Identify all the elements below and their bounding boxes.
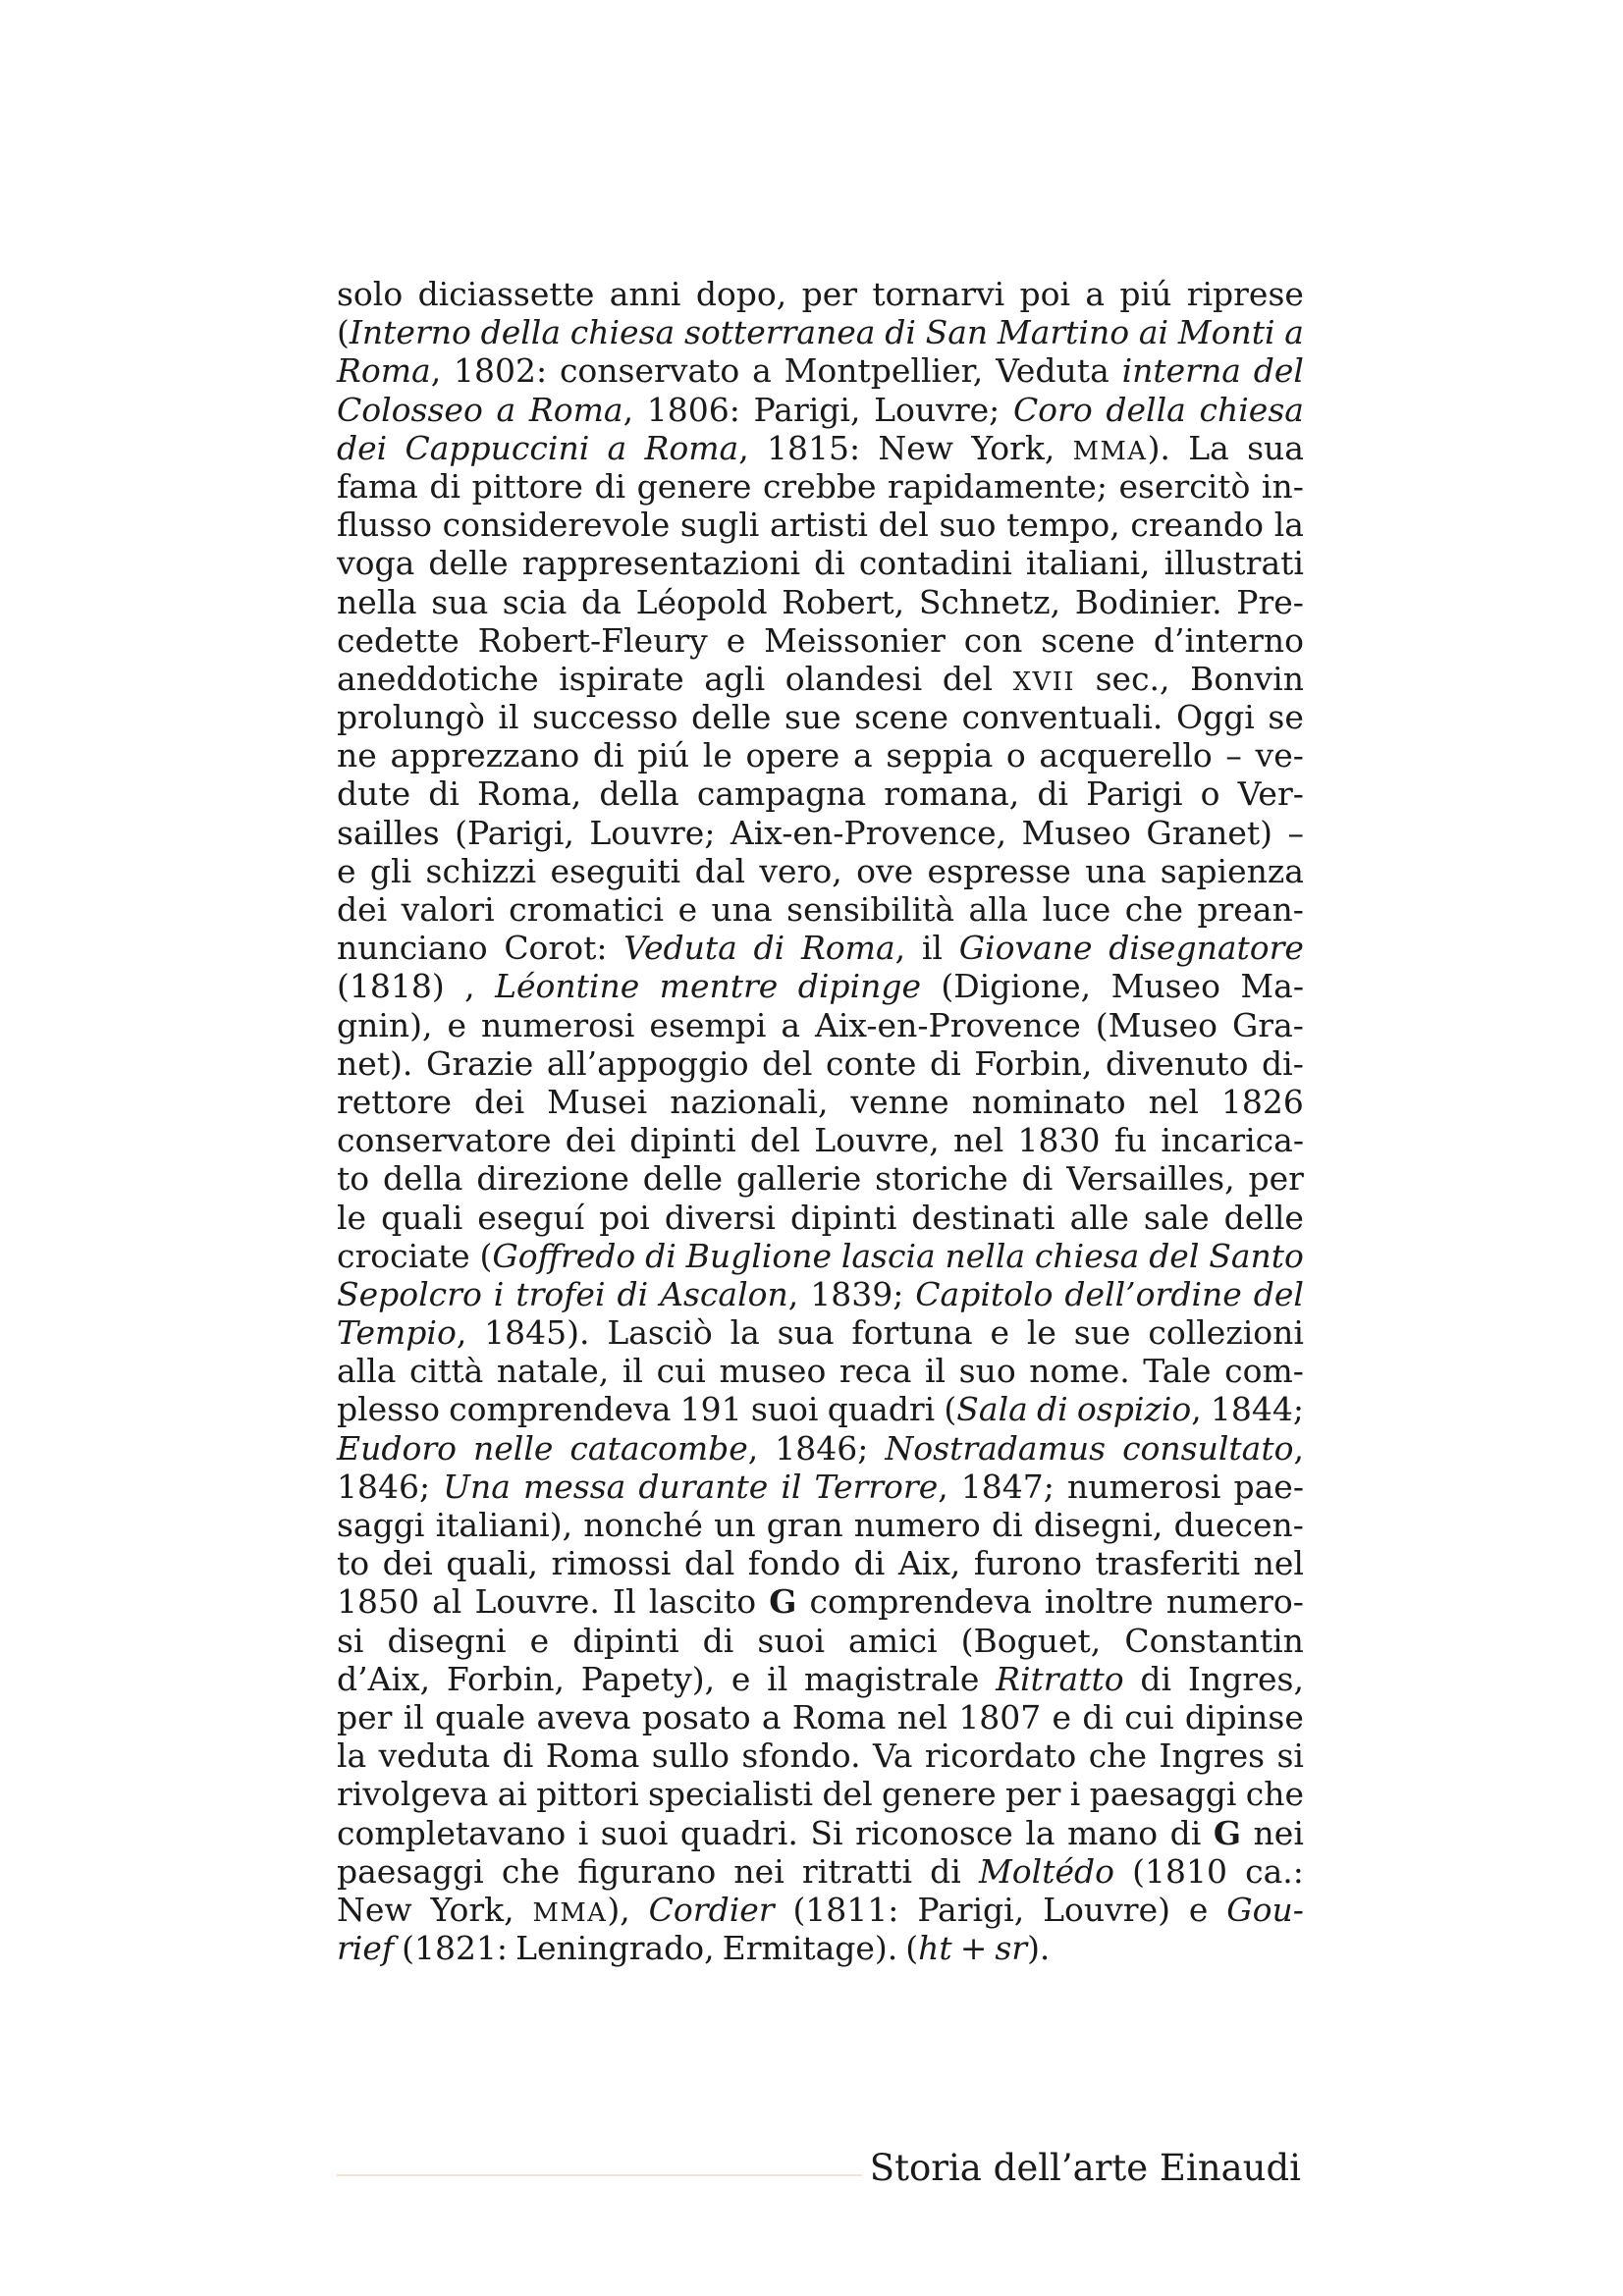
text-line: Tempio, 1845). Lasciò la sua fortuna e le sue collezioni [337, 1313, 1304, 1353]
footer-title: Storia dell’arte Einaudi [869, 2147, 1301, 2189]
text-line: rettore dei Musei nazionali, venne nominato nel 1826 [337, 1082, 1304, 1121]
text-line: Roma, 1802: conservato a Montpellier, Veduta interna del [337, 351, 1304, 391]
text-line: solo diciassette anni dopo, per tornarvi poi a piú riprese [337, 275, 1304, 313]
text-line: flusso considerevole sugli artisti del suo tempo, creando la [337, 506, 1304, 545]
text-line: cedette Robert-Fleury e Meissonier con scene d’interno [337, 620, 1304, 660]
text-line: (1818) , Léontine mentre dipinge (Digione, Museo Ma- [337, 967, 1304, 1006]
text-line: per il quale aveva posato a Roma nel 1807 e di cui dipinse [337, 1697, 1304, 1736]
text-line: nella sua scia da Léopold Robert, Schnetz, Bodinier. Pre- [337, 582, 1304, 621]
text-line: si disegni e dipinti di suoi amici (Boguet, Constantin [337, 1621, 1304, 1660]
text-line: Colosseo a Roma, 1806: Parigi, Louvre; Coro della chiesa [337, 390, 1304, 429]
text-line: aneddotiche ispirate agli olandesi del XVII sec., Bonvin [337, 659, 1304, 698]
text-line: to dei quali, rimossi dal fondo di Aix, furono trasferiti nel [337, 1544, 1304, 1583]
text-line: la veduta di Roma sullo sfondo. Va ricordato che Ingres si [337, 1736, 1304, 1776]
text-line: nunciano Corot: Veduta di Roma, il Giovane disegnatore [337, 929, 1304, 968]
text-line: paesaggi che figurano nei ritratti di Moltédo (1810 ca.: [337, 1851, 1304, 1891]
text-line: alla città natale, il cui museo reca il suo nome. Tale com- [337, 1352, 1304, 1391]
text-line: plesso comprendeva 191 suoi quadri (Sala di ospizio, 1844; [337, 1390, 1304, 1429]
body-text [337, 275, 1304, 1967]
text-line: to della direzione delle gallerie storiche di Versailles, per [337, 1159, 1304, 1199]
text-line: voga delle rappresentazioni di contadini italiani, illustrati [337, 544, 1304, 583]
text-line: d’Aix, Forbin, Papety), e il magistrale Ritratto di Ingres, [337, 1659, 1304, 1698]
text-line: e gli schizzi eseguiti dal vero, ove espresse una sapienza [337, 851, 1304, 890]
text-line: rivolgeva ai pittori specialisti del genere per i paesaggi che [337, 1775, 1304, 1814]
text-line: ne apprezzano di piú le opere a seppia o acquerello – ve- [337, 736, 1304, 775]
text-line: crociate (Goffredo di Buglione lascia nella chiesa del Santo [337, 1236, 1304, 1275]
text-line: 1846; Una messa durante il Terrore, 1847; numerosi pae- [337, 1467, 1304, 1506]
text-line: dei Cappuccini a Roma, 1815: New York, MMA). La sua [337, 428, 1304, 467]
text-line: New York, MMA), Cordier (1811: Parigi, Louvre) e Gou- [337, 1890, 1304, 1929]
text-line: net). Grazie all’appoggio del conte di Forbin, divenuto di- [337, 1043, 1304, 1083]
text-line: Sepolcro i trofei di Ascalon, 1839; Capitolo dell’ordine del [337, 1274, 1304, 1313]
text-line: le quali eseguí poi diversi dipinti destinati alle sale delle [337, 1198, 1304, 1237]
text-line: Eudoro nelle catacombe, 1846; Nostradamus consultato, [337, 1428, 1304, 1468]
text-line: saggi italiani), nonché un gran numero di disegni, duecen- [337, 1506, 1304, 1544]
text-line: dute di Roma, della campagna romana, di Parigi o Ver- [337, 774, 1304, 814]
text-line: rief (1821: Leningrado, Ermitage). (ht + sr). [337, 1929, 1051, 1968]
text-line: gnin), e numerosi esempi a Aix-en-Provence (Museo Gra- [337, 1005, 1304, 1044]
text-line: completavano i suoi quadri. Si riconosce la mano di G nei [337, 1813, 1304, 1852]
text-line: conservatore dei dipinti del Louvre, nel 1830 fu incarica- [337, 1121, 1304, 1160]
text-line: (Interno della chiesa sotterranea di San Martino ai Monti a [337, 313, 1304, 352]
text-line: fama di pittore di genere crebbe rapidamente; esercitò in- [337, 466, 1304, 506]
text-line: prolungò il successo delle sue scene conventuali. Oggi se [337, 698, 1304, 737]
text-line: dei valori cromatici e una sensibilità alla luce che prean- [337, 890, 1304, 929]
text-line: sailles (Parigi, Louvre; Aix-en-Provence, Museo Granet) – [337, 813, 1304, 852]
text-line: 1850 al Louvre. Il lascito G comprendeva inoltre numero- [337, 1582, 1304, 1622]
footer-rule [337, 2174, 862, 2176]
